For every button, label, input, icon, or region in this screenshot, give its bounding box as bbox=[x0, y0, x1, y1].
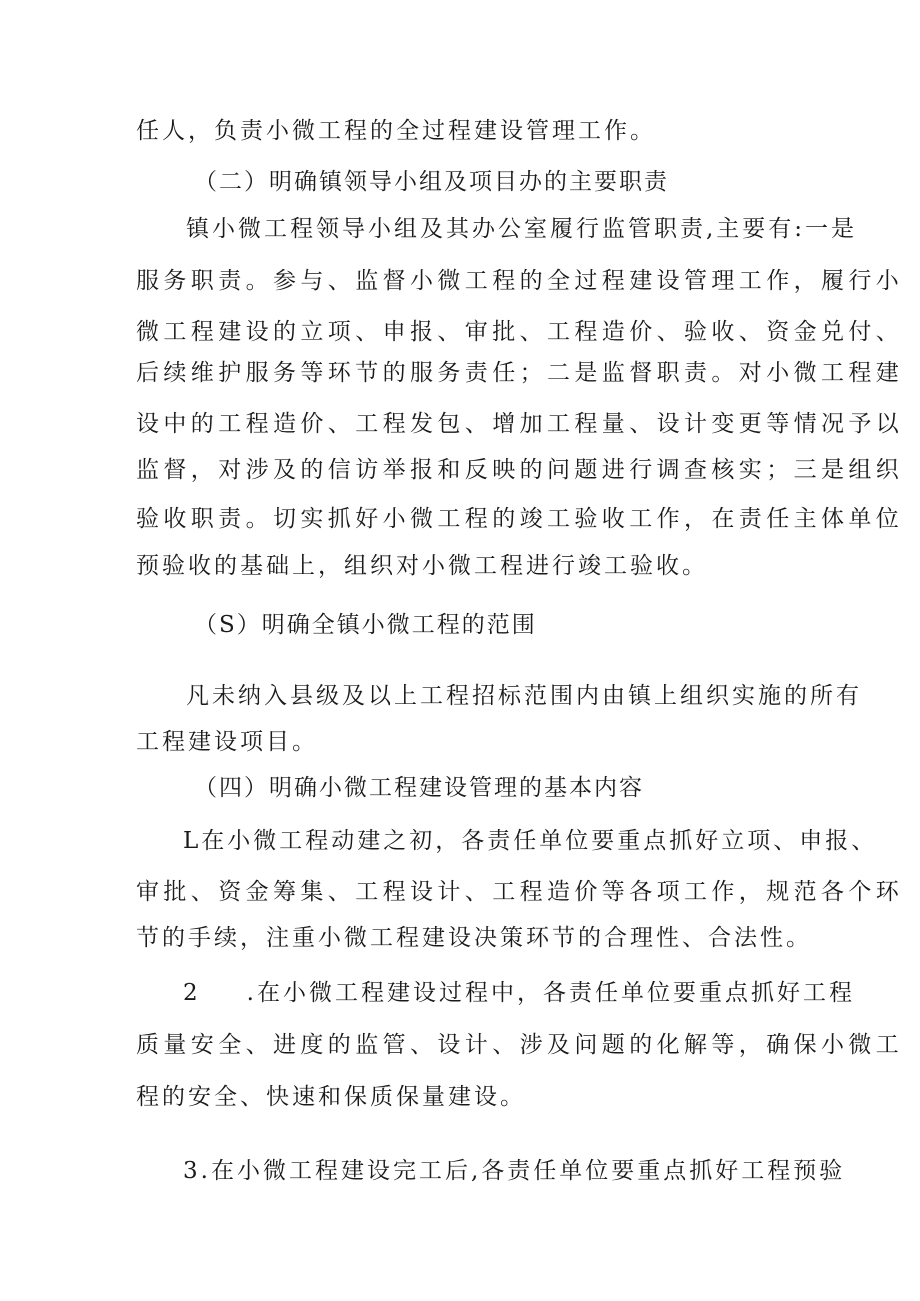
paragraph-line: 审批、资金筹集、工程设计、工程造价等各项工作，规范各个环 bbox=[136, 879, 904, 905]
paragraph-line: 节的手续，注重小微工程建设决策环节的合理性、合法性。 bbox=[136, 925, 812, 951]
item-number: 2 bbox=[183, 980, 201, 1006]
paragraph-line: 任人，负责小微工程的全过程建设管理工作。 bbox=[136, 118, 656, 144]
paragraph-line: 监督，对涉及的信访举报和反映的问题进行调查核实；三是组织 bbox=[136, 457, 904, 483]
paragraph-line: 凡未纳入县级及以上工程招标范围内由镇上组织实施的所有 bbox=[186, 683, 862, 709]
paragraph-line: L在小微工程动建之初，各责任单位要重点抓好立项、申报、 bbox=[183, 828, 878, 854]
section-heading: （二）明确镇领导小组及项目办的主要职责 bbox=[194, 169, 669, 195]
item-text: .在小微工程建设过程中，各责任单位要重点抓好工程 bbox=[246, 980, 855, 1006]
section-heading: （S）明确全镇小微工程的范围 bbox=[194, 612, 537, 638]
paragraph-line: 设中的工程造价、工程发包、增加工程量、设计变更等情况予以 bbox=[136, 411, 904, 437]
paragraph-line: 服务职责。参与、监督小微工程的全过程建设管理工作，履行小 bbox=[136, 268, 904, 294]
paragraph-line: 3.在小微工程建设完工后,各责任单位要重点抓好工程预验 bbox=[183, 1158, 846, 1184]
paragraph-line: 程的安全、快速和保质保量建设。 bbox=[136, 1084, 526, 1110]
paragraph-line: 质量安全、进度的监管、设计、涉及问题的化解等，确保小微工 bbox=[136, 1032, 904, 1058]
paragraph-line: 镇小微工程领导小组及其办公室履行监管职责,主要有:一是 bbox=[186, 216, 858, 242]
section-heading: （四）明确小微工程建设管理的基本内容 bbox=[194, 775, 644, 801]
paragraph-line bbox=[183, 978, 855, 1008]
paragraph-line: 预验收的基础上，组织对小微工程进行竣工验收。 bbox=[136, 553, 708, 579]
paragraph-line: 验收职责。切实抓好小微工程的竣工验收工作，在责任主体单位 bbox=[136, 506, 904, 532]
paragraph-line: 微工程建设的立项、申报、审批、工程造价、验收、资金兑付、 bbox=[136, 319, 904, 345]
paragraph-line: 后续维护服务等环节的服务责任；二是监督职责。对小微工程建 bbox=[136, 360, 904, 386]
paragraph-line: 工程建设项目。 bbox=[136, 729, 318, 755]
